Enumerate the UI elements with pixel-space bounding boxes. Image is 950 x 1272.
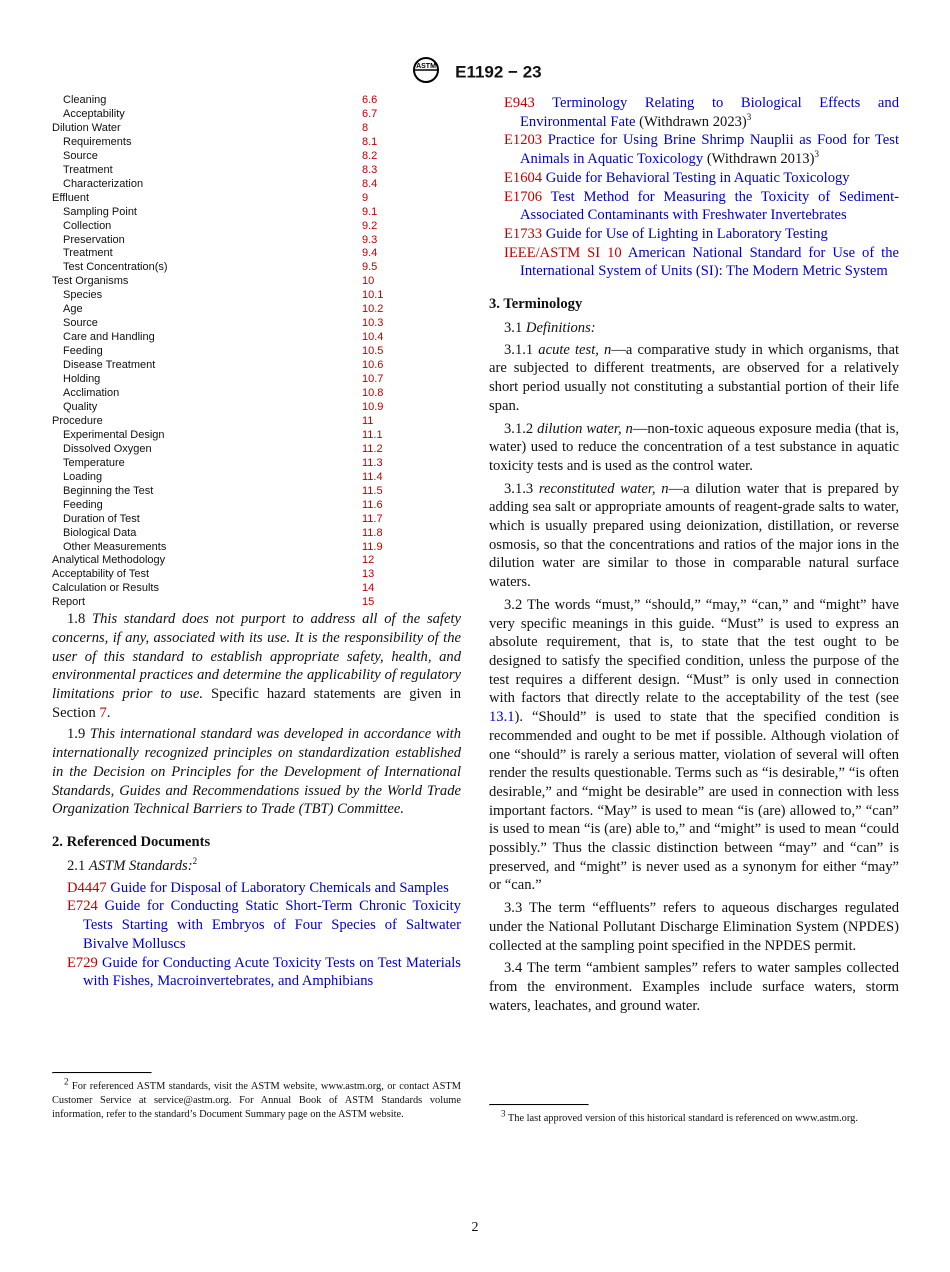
reference-title-link[interactable]: Guide for Conducting Static Short-Term Chronic Toxicity Tests Starting with Embryos of Four Species of Saltwater Bivalve Molluscs [83, 898, 461, 952]
footnote-3: $^3$ The last approved version of this historical standard is referenced on www.astm.org. [501, 1108, 858, 1124]
toc-label: Calculation or Results [52, 582, 159, 595]
reference-code-link[interactable]: E1203 [504, 132, 543, 149]
toc-row [52, 429, 461, 443]
toc-row [52, 359, 461, 373]
toc-row [52, 317, 461, 331]
toc-row [52, 499, 461, 513]
toc-section-link[interactable]: 9.4 [362, 247, 378, 260]
toc-section-link[interactable]: 15 [362, 596, 375, 609]
paragraph-3-1-1: 3.1.1 acute test, n—a comparative study in which organisms, that are subjected to different treatments, are observed for a relatively short period usually not constituting a substantial portion of their life span. [489, 341, 899, 414]
toc-label: Source [63, 149, 98, 162]
footnote-mark: 3 [746, 111, 752, 122]
toc-section-link[interactable]: 9.2 [362, 219, 378, 232]
toc-label: Feeding [63, 345, 103, 358]
toc-section-link[interactable]: 10.1 [362, 289, 384, 302]
reference-entry [489, 94, 899, 131]
toc-row [52, 401, 461, 415]
reference-entry [52, 897, 461, 953]
toc-section-link[interactable]: 11.4 [362, 470, 383, 483]
toc-label: Acceptability [63, 107, 125, 120]
toc-section-link[interactable]: 10.2 [362, 303, 384, 316]
reference-code-link[interactable]: D4447 [67, 879, 107, 896]
toc-section-link[interactable]: 10.4 [362, 331, 384, 344]
toc-section-link[interactable]: 9.3 [362, 233, 378, 246]
toc-row [52, 443, 461, 457]
toc-section-link[interactable]: 10.5 [362, 345, 384, 358]
toc-row [52, 471, 461, 485]
reference-code-link[interactable]: IEEE/ASTM SI 10 [504, 244, 622, 261]
reference-list-right [489, 94, 899, 281]
toc-row [52, 387, 461, 401]
toc-row [52, 234, 461, 248]
toc-section-link[interactable]: 8 [362, 121, 369, 134]
toc-section-link[interactable]: 10.9 [362, 400, 384, 413]
toc-label: Acclimation [63, 387, 120, 400]
footnote-mark: 3 [814, 149, 819, 160]
reference-entry [52, 954, 461, 991]
reference-title-link[interactable]: Guide for Use of Lighting in Laboratory Testing [545, 225, 828, 242]
toc-row [52, 192, 461, 206]
reference-title-link[interactable]: Guide for Disposal of Laboratory Chemicals and Samples [110, 879, 449, 896]
footnote-rule [489, 1104, 589, 1106]
toc-label: Other Measurements [63, 540, 167, 553]
toc-row [52, 206, 461, 220]
reference-code-link[interactable]: E1706 [504, 188, 543, 205]
toc-label: Duration of Test [63, 512, 140, 525]
toc-section-link[interactable]: 11 [362, 414, 374, 427]
toc-section-link[interactable]: 8.1 [362, 135, 378, 148]
toc-row [52, 247, 461, 261]
reference-code-link[interactable]: E1604 [504, 169, 543, 186]
toc-section-link[interactable]: 11.2 [362, 442, 383, 455]
paragraph-1-8: 1.8 This standard does not purport to address all of the safety concerns, if any, associated with its use. It is the responsibility of the user of this standard to establish appropriate safety, health, and environmental practices and determine the applicability of regulatory limitations prior to use. Specific hazard statements are given in Section 7. [52, 611, 462, 721]
reference-entry [489, 169, 899, 188]
paragraph-3-3: 3.3 The term “effluents” refers to aqueous discharges regulated under the National Pollutant Discharge Elimination System (NPDES) collected at the sampling point specified in the NPDES permit. [489, 900, 899, 954]
right-column [489, 94, 900, 1124]
toc-row [52, 289, 461, 303]
reference-title-link[interactable]: Guide for Conducting Acute Toxicity Tests on Test Materials with Fishes, Macroinvertebrates, and Amphibians [83, 954, 461, 990]
toc-label: Dilution Water [52, 121, 121, 134]
toc-row [52, 485, 461, 499]
toc-section-link[interactable]: 11.3 [362, 456, 383, 469]
toc-row [52, 554, 461, 568]
paragraph-1-9: 1.9 This international standard was developed in accordance with internationally recognized principles on standardization established in the Decision on Principles for the Development of International Standards, Guides and Recommendations issued by the World Trade Organization Technical Barriers to Trade (TBT) Committee. [52, 726, 462, 818]
reference-code-link[interactable]: E724 [67, 898, 98, 915]
reference-entry [489, 244, 899, 281]
toc-section-link[interactable]: 10.8 [362, 387, 384, 400]
paragraph-2-1: 2.1 ASTM Standards:$^2$ [67, 856, 198, 874]
toc-row [52, 373, 461, 387]
page-number: 2 [471, 1220, 479, 1235]
toc-row [52, 122, 461, 136]
toc-section-link[interactable]: 8.2 [362, 149, 378, 162]
toc-section-link[interactable]: 11.9 [362, 540, 383, 553]
toc-label: Temperature [63, 456, 125, 469]
toc-section-link[interactable]: 8.3 [362, 163, 378, 176]
reference-code-link[interactable]: E729 [67, 954, 98, 971]
toc-row [52, 513, 461, 527]
toc-section-link[interactable]: 11.7 [362, 512, 383, 525]
toc-section-link[interactable]: 12 [362, 554, 375, 567]
toc-row [52, 596, 461, 610]
toc-section-link[interactable]: 9.5 [362, 261, 378, 274]
toc-row [52, 261, 461, 275]
toc-section-link[interactable]: 14 [362, 582, 375, 595]
toc-row [52, 94, 461, 108]
toc-label: Beginning the Test [63, 484, 154, 497]
toc-label: Characterization [63, 177, 144, 190]
section-3-heading: 3. Terminology [489, 296, 583, 313]
reference-entry [489, 188, 899, 225]
toc-label: Analytical Methodology [52, 554, 166, 567]
reference-title-link[interactable]: Test Method for Measuring the Toxicity of Sediment-Associated Contaminants with Freshwater Invertebrates [520, 188, 899, 224]
reference-title-link[interactable]: Guide for Behavioral Testing in Aquatic Toxicology [545, 169, 850, 186]
toc-row [52, 541, 461, 555]
footnote-2-block [52, 1072, 461, 1122]
toc-label: Disease Treatment [63, 359, 156, 372]
toc-label: Report [52, 596, 86, 609]
toc-row [52, 178, 461, 192]
section-13-1-link[interactable]: 13.1 [489, 709, 515, 726]
toc-label: Acceptability of Test [52, 568, 150, 581]
toc-section-link[interactable]: 11.6 [362, 498, 383, 511]
toc-section-link[interactable]: 13 [362, 568, 375, 581]
toc-section-link[interactable]: 11.5 [362, 484, 383, 497]
toc-row [52, 275, 461, 289]
toc-label: Quality [63, 400, 98, 413]
withdrawn-note: (Withdrawn 2013) [706, 151, 815, 168]
toc-section-link[interactable]: 10.3 [362, 317, 384, 330]
reference-code-link[interactable]: E1733 [504, 225, 543, 242]
reference-list-left [52, 879, 461, 991]
toc-row [52, 415, 461, 429]
toc-row [52, 303, 461, 317]
toc-label: Dissolved Oxygen [63, 442, 152, 455]
reference-entry [489, 131, 899, 168]
toc-row [52, 108, 461, 122]
section-7-link[interactable]: 7 [99, 704, 107, 721]
page-header [0, 56, 950, 89]
toc-section-link[interactable]: 11.8 [362, 526, 383, 539]
toc-label: Holding [63, 373, 101, 386]
paragraph-3-1: 3.1 Definitions: [504, 320, 596, 337]
reference-title-link[interactable]: Terminology Relating to Biological Effects and Environmental Fate [520, 95, 899, 130]
toc-label: Test Organisms [52, 275, 129, 288]
toc-section-link[interactable]: 9.1 [362, 205, 378, 218]
toc-section-link[interactable]: 10.7 [362, 373, 384, 386]
toc-section-link[interactable]: 9 [362, 191, 369, 204]
reference-title-link[interactable]: American National Standard for Use of the International System of Units (SI): The Modern Metric System [520, 244, 899, 280]
toc-label: Sampling Point [63, 205, 137, 218]
left-column [52, 94, 462, 1120]
toc-row [52, 568, 461, 582]
toc-label: Cleaning [63, 94, 107, 106]
toc-label: Source [63, 317, 98, 330]
toc-row [52, 527, 461, 541]
toc-label: Effluent [52, 191, 90, 204]
toc-section-link[interactable]: 6.7 [362, 107, 378, 120]
toc-row [52, 331, 461, 345]
toc-section-link[interactable]: 8.4 [362, 177, 378, 190]
reference-title-link[interactable]: Practice for Using Brine Shrimp Nauplii as Food for Test Animals in Aquatic Toxicology [520, 132, 899, 168]
toc-label: Treatment [63, 247, 113, 260]
toc-label: Preservation [63, 233, 125, 246]
toc-row [52, 345, 461, 359]
footnote-rule [52, 1072, 152, 1074]
paragraph-3-1-3: 3.1.3 reconstituted water, n—a dilution water that is prepared by adding sea salt or appropriate amounts of reagent-grade salts to water, which is usually prepared using deionization, distillation, or reverse osmosis, so that the concentrations and ratios of the major ions in the dilution water are similar to those in comparable natural surface waters. [489, 480, 899, 591]
toc-row [52, 582, 461, 596]
section-2-heading: 2. Referenced Documents [52, 834, 211, 850]
paragraph-3-1-2: 3.1.2 dilution water, n—non-toxic aqueous exposure media (that is, water) used to reduce the concentration of a test substance in aquatic toxicity tests and is used as the control water. [489, 420, 899, 474]
toc-label: Experimental Design [63, 428, 165, 441]
toc-label: Feeding [63, 498, 103, 511]
svg-text:ASTM: ASTM [416, 63, 437, 70]
paragraph-3-4: 3.4 The term “ambient samples” refers to water samples collected from the environment. Examples include surface waters, storm waters, leachates, and ground water. [489, 960, 899, 1014]
toc-row [52, 220, 461, 234]
toc-label: Loading [63, 470, 103, 483]
toc-label: Collection [63, 219, 112, 232]
footnote-2: $^2$ For referenced ASTM standards, visit the ASTM website, www.astm.org, or contact ASTM Customer Service at service@astm.org. For Annual Book of ASTM Standards volume information, refer to the standard’s Document Summary page on the ASTM website. [52, 1076, 461, 1120]
toc-row [52, 164, 461, 178]
toc-label: Age [63, 303, 83, 316]
reference-code-link[interactable]: E943 [504, 95, 535, 111]
toc-row [52, 457, 461, 471]
toc-section-link[interactable]: 11.1 [362, 428, 383, 441]
toc-label: Care and Handling [63, 331, 155, 344]
toc-row [52, 150, 461, 164]
paragraph-3-2: 3.2 The words “must,” “should,” “may,” “can,” and “might” have very specific meanings in this guide. “Must” is used to express an absolute requirement, that is, to state that the test ought to be designed to satisfy the specified condition, unless the purpose of the test requires a different design. “Must” is only used in connection with factors that directly relate to the acceptability of the test (see 13.1). “Should” is used to state that the specified condition is recommended and ought to be met if possible. Although violation of one “should” is rarely a serious matter, violation of several will often render the results questionable. Terms such as “is desirable,” “is often desirable,” and “might be desirable” are used in connection with less important factors. “May” is used to mean “is (are) allowed to,” “can” is used to mean “is (are) able to,” and “might” is used to mean “could possibly.” Thus the classic distinction between “may” and “can” is preserved, and “might” is never used as a synonym for either “may” or “can.” [489, 596, 900, 894]
toc-label: Test Concentration(s) [63, 261, 168, 274]
toc-row [52, 136, 461, 150]
designation: E1192 − 23 [455, 62, 542, 82]
astm-logo [408, 56, 444, 89]
toc-label: Biological Data [63, 526, 137, 539]
toc-label: Procedure [52, 414, 103, 427]
reference-entry [52, 879, 461, 898]
toc-label: Treatment [63, 163, 113, 176]
table-of-contents [52, 94, 461, 610]
withdrawn-note: (Withdrawn 2023) [639, 113, 747, 130]
footnote-3-block [489, 1104, 899, 1126]
toc-label: Requirements [63, 135, 132, 148]
toc-section-link[interactable]: 10.6 [362, 359, 384, 372]
toc-section-link[interactable]: 6.6 [362, 94, 378, 106]
reference-entry [489, 225, 899, 244]
toc-section-link[interactable]: 10 [362, 275, 375, 288]
toc-label: Species [63, 289, 103, 302]
